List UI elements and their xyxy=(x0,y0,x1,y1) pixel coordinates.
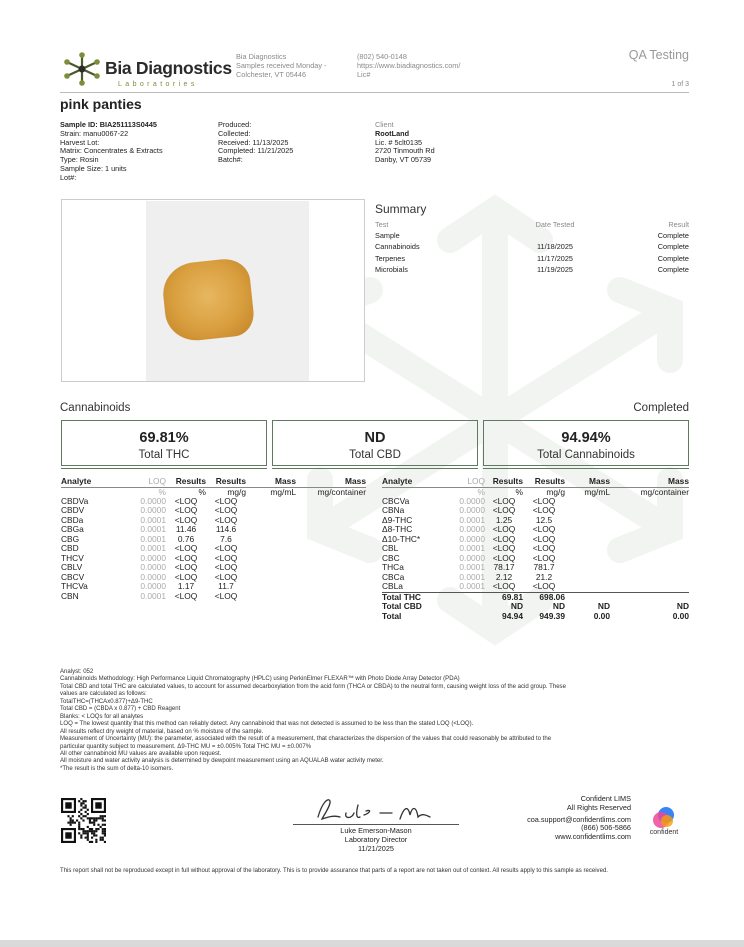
summary-row xyxy=(375,230,689,241)
table-header-row xyxy=(382,477,689,487)
kpi-label: Total THC xyxy=(138,449,190,461)
header-results-pct: Results xyxy=(166,477,206,487)
header-loq: LOQ xyxy=(440,477,485,487)
analyte-result-mgg: <LOQ xyxy=(214,590,238,601)
total-result-pct: 69.81 xyxy=(485,592,523,602)
qr-code-icon[interactable] xyxy=(61,798,106,843)
strain: Strain: manu0067-22 xyxy=(60,128,129,138)
analyte-loq: 0.0000 xyxy=(459,505,485,515)
analyte-mass-container xyxy=(296,544,366,554)
analyte-name: CBNa xyxy=(382,505,405,515)
header-mass-container: Mass xyxy=(610,477,689,487)
analyte-result-pct: <LOQ xyxy=(492,495,516,506)
analyte-result-pct: <LOQ xyxy=(492,552,516,563)
analyte-mass-container xyxy=(610,573,689,583)
analyte-loq: 0.0000 xyxy=(459,495,485,506)
received-date: Received: 11/13/2025 xyxy=(218,137,289,147)
lims-phone: (866) 506-5866 xyxy=(581,823,631,833)
client-name: RootLand xyxy=(375,128,410,138)
summary-row xyxy=(375,253,689,264)
analyte-mass-mgml xyxy=(246,535,296,545)
lab-hours: Samples received Monday - xyxy=(236,60,327,70)
analyte-name: CBCVa xyxy=(382,495,410,506)
analyte-loq: 0.0001 xyxy=(140,533,166,544)
analyte-row xyxy=(61,592,366,602)
summary-test: Sample xyxy=(375,231,400,241)
analyte-result-mgg: <LOQ xyxy=(214,552,238,563)
analyte-mass-mgml xyxy=(246,544,296,554)
client-info xyxy=(375,121,515,165)
analyte-mass-mgml xyxy=(246,592,296,602)
analyte-result-mgg: 21.2 xyxy=(535,571,553,582)
analyte-result-mgg: <LOQ xyxy=(214,495,238,506)
analyte-mass-container xyxy=(296,535,366,545)
analyte-row xyxy=(61,535,366,545)
analyte-result-mgg: 11.7 xyxy=(218,581,234,591)
analyte-result-mgg: <LOQ xyxy=(214,514,238,525)
analyte-mass-mgml xyxy=(565,525,610,535)
signatory-name: Luke Emerson-Mason xyxy=(340,826,412,835)
analyte-loq: 0.0000 xyxy=(140,571,166,582)
analyte-result-mgg: <LOQ xyxy=(214,571,238,582)
analyte-row xyxy=(61,497,366,507)
analyte-loq: 0.0001 xyxy=(140,524,166,534)
analyte-loq: 0.0001 xyxy=(459,571,485,582)
analyte-row xyxy=(61,525,366,535)
analyte-name: CBC xyxy=(382,552,400,563)
analyte-row xyxy=(61,516,366,526)
total-mass-mgml: ND xyxy=(597,601,610,611)
header-loq: LOQ xyxy=(121,477,166,487)
lab-website-link[interactable]: https://www.biadiagnostics.com/ xyxy=(357,60,461,70)
completed-date: Completed: 11/21/2025 xyxy=(218,146,294,156)
total-mass-mgml: 0.00 xyxy=(593,610,610,621)
sample-id: Sample ID: BIA251113S0445 xyxy=(60,120,157,129)
sample-dates xyxy=(218,121,358,165)
analyte-name: CBCa xyxy=(382,571,405,582)
analyte-mass-mgml xyxy=(565,544,610,554)
analyte-mass-mgml xyxy=(246,525,296,535)
analyte-result-pct: <LOQ xyxy=(174,495,198,506)
summary-test: Terpenes xyxy=(375,253,406,263)
analyte-mass-container xyxy=(296,497,366,507)
collected-date: Collected: xyxy=(218,128,251,138)
analyte-row xyxy=(61,573,366,583)
analyte-mass-container xyxy=(610,525,689,535)
analyte-result-mgg: <LOQ xyxy=(532,552,556,563)
analyte-result-pct: <LOQ xyxy=(492,505,516,515)
header-mass-mgml: Mass xyxy=(246,477,296,487)
lab-address xyxy=(236,53,346,79)
header-mass-mgml: Mass xyxy=(565,477,610,487)
signatory xyxy=(293,827,459,853)
unit-pct: % xyxy=(515,486,523,497)
client-license: Lic. # 5clt0135 xyxy=(375,137,423,147)
analyte-loq: 0.0001 xyxy=(459,514,485,525)
analyte-loq: 0.0000 xyxy=(140,505,166,515)
note-line: All other cannabinoid MU values are available upon request. xyxy=(60,750,222,757)
analyte-mass-container xyxy=(610,535,689,545)
summary-result: Complete xyxy=(657,242,689,252)
analyte-result-mgg: <LOQ xyxy=(532,533,556,544)
header-analyte: Analyte xyxy=(382,477,440,487)
analyte-row xyxy=(61,582,366,592)
method-notes xyxy=(60,669,690,773)
analyte-name: CBLV xyxy=(61,562,83,572)
analyte-result-pct: <LOQ xyxy=(174,571,198,582)
analyte-result-mgg: <LOQ xyxy=(532,524,556,534)
total-mass-container: ND xyxy=(676,601,689,611)
total-result-mgg: 949.39 xyxy=(539,610,565,621)
summary-date xyxy=(495,230,615,241)
analyte-name: Δ8-THC xyxy=(382,524,413,534)
analyte-row xyxy=(61,563,366,573)
analyte-result-pct: 1.17 xyxy=(177,581,195,591)
summary-test: Cannabinoids xyxy=(375,242,420,252)
lims-rights: All Rights Reserved xyxy=(566,802,631,812)
analyte-result-mgg: <LOQ xyxy=(214,562,238,572)
sample-photo xyxy=(61,199,365,382)
bia-logo-icon xyxy=(61,51,103,87)
analyte-name: CBLa xyxy=(382,581,403,591)
note-line: Blanks: < LOQs for all analytes xyxy=(60,713,144,720)
analyte-mass-mgml xyxy=(246,582,296,592)
analyte-mass-container xyxy=(610,497,689,507)
analyte-result-pct: <LOQ xyxy=(174,543,198,553)
note-line: Analyst: 052 xyxy=(60,669,94,675)
client-address-line2: Danby, VT 05739 xyxy=(375,155,432,165)
kpi-value: ND xyxy=(364,430,386,446)
analyte-loq: 0.0000 xyxy=(140,562,166,572)
kpi-label: Total Cannabinoids xyxy=(537,449,635,461)
analyte-mass-mgml xyxy=(246,563,296,573)
brand-name: Bia Diagnostics xyxy=(105,58,232,78)
summary-result: Complete xyxy=(657,264,689,274)
note-line: values are calculated as follows: xyxy=(60,691,147,698)
header-divider xyxy=(60,92,689,93)
kpi-label: Total CBD xyxy=(349,449,401,461)
analyte-row xyxy=(61,554,366,564)
analyte-name: THCVa xyxy=(61,581,88,591)
sample-type: Type: Rosin xyxy=(60,155,99,165)
sample-photo-background xyxy=(146,201,309,381)
kpi-value: 69.81% xyxy=(139,430,189,446)
analyte-loq: 0.0000 xyxy=(140,581,166,591)
client-address-line1: 2720 Tinmouth Rd xyxy=(375,146,435,156)
confident-logo-text: confident xyxy=(649,829,679,836)
signatory-title: Laboratory Director xyxy=(344,834,408,844)
analyte-loq: 0.0000 xyxy=(459,552,485,563)
analyte-result-pct: 78.17 xyxy=(493,562,515,572)
analyte-loq: 0.0001 xyxy=(459,562,485,572)
analyte-loq: 0.0001 xyxy=(140,590,166,601)
signature-line xyxy=(293,824,459,825)
unit-loq: % xyxy=(158,486,166,497)
analyte-result-mgg: <LOQ xyxy=(532,505,556,515)
batch-number: Batch#: xyxy=(218,155,243,165)
analyte-result-pct: <LOQ xyxy=(492,524,516,534)
note-line: TotalTHC=(THCAx0.877)+Δ9-THC xyxy=(60,698,153,705)
summary-table xyxy=(375,219,689,275)
analyte-mass-container xyxy=(610,516,689,526)
header-results-mgg: Results xyxy=(523,477,565,487)
unit-container: mg/container xyxy=(317,486,366,497)
analyte-result-pct: 2.12 xyxy=(495,571,513,582)
analyte-loq: 0.0001 xyxy=(140,543,166,553)
analyte-result-mgg: <LOQ xyxy=(214,543,238,553)
harvest-lot: Harvest Lot: xyxy=(60,137,100,147)
doc-type: QA Testing xyxy=(628,48,689,62)
analyte-mass-container xyxy=(296,573,366,583)
analyte-loq: 0.0000 xyxy=(459,533,485,544)
analyte-mass-container xyxy=(296,554,366,564)
total-result-pct: ND xyxy=(510,601,523,611)
cannabinoid-table-right xyxy=(382,477,689,621)
summary-header-date: Date Tested xyxy=(535,220,575,230)
total-result-pct: 94.94 xyxy=(502,610,523,621)
summary-row xyxy=(375,264,689,275)
analyte-result-mgg: 114.6 xyxy=(215,524,237,534)
analyte-mass-mgml xyxy=(565,506,610,516)
left-body xyxy=(61,497,366,602)
analyte-result-pct: <LOQ xyxy=(492,543,516,553)
analyte-mass-mgml xyxy=(565,516,610,526)
page-number: 1 of 3 xyxy=(671,81,689,88)
analyte-result-pct: <LOQ xyxy=(174,505,198,515)
analyte-name: CBL xyxy=(382,543,399,553)
total-name: Total xyxy=(382,610,402,621)
cannabinoids-status: Completed xyxy=(633,402,689,414)
analyte-mass-mgml xyxy=(246,506,296,516)
note-line: All moisture and water activity analysis is determined by dewpoint measurement using an AQUALAB water activity meter. xyxy=(60,758,384,765)
note-line: All results reflect dry weight of material, based on % moisture of the sample. xyxy=(60,728,264,735)
analyte-result-pct: <LOQ xyxy=(492,581,516,591)
analyte-result-pct: <LOQ xyxy=(492,533,516,544)
header-analyte: Analyte xyxy=(61,477,121,487)
kpi-total-cbd xyxy=(272,420,478,466)
analyte-name: CBN xyxy=(61,590,79,601)
confident-logo-icon xyxy=(651,805,677,831)
kpi-total-thc xyxy=(61,420,267,466)
unit-mgg: mg/g xyxy=(227,486,246,497)
summary-date: 11/17/2025 xyxy=(537,253,573,263)
analyte-name: CBG xyxy=(61,533,80,544)
note-line: LOQ = The lowest quantity that this method can reliably detect. Any cannabinoid that was not detected is assumed to be less than the stated LOQ (<LOQ). xyxy=(60,721,474,728)
total-result-mgg: ND xyxy=(552,601,565,611)
analyte-mass-container xyxy=(610,544,689,554)
analyte-name: CBDa xyxy=(61,514,84,525)
total-result-mgg: 698.06 xyxy=(523,592,565,602)
analyte-row xyxy=(382,582,689,592)
analyte-result-mgg: <LOQ xyxy=(532,581,556,591)
analyte-mass-container xyxy=(610,563,689,573)
lims-name: Confident LIMS xyxy=(580,794,631,803)
note-line: particular quantity subject to measurement. Δ9-THC MU = ±0.005% Total THC MU = ±0.007% xyxy=(60,743,312,750)
header-mass-container: Mass xyxy=(296,477,366,487)
analyte-mass-mgml xyxy=(246,497,296,507)
analyte-mass-container xyxy=(296,592,366,602)
header-results-mgg: Results xyxy=(206,477,246,487)
cannabinoids-title: Cannabinoids xyxy=(60,402,131,414)
summary-result: Complete xyxy=(657,253,689,263)
right-body xyxy=(382,497,689,622)
analyte-result-pct: <LOQ xyxy=(174,514,198,525)
matrix: Matrix: Concentrates & Extracts xyxy=(60,146,163,156)
note-line: Cannabinoids Methodology: High Performance Liquid Chromatography (HPLC) using PerkinElmer FLEXAR™ with Photo Diode Array Detector (PDA) xyxy=(60,676,460,683)
produced-date: Produced: xyxy=(218,120,252,129)
summary-date: 11/19/2025 xyxy=(537,264,573,274)
unit-mgml: mg/mL xyxy=(584,486,610,497)
analyte-result-mgg: <LOQ xyxy=(532,543,556,553)
summary-row xyxy=(375,241,689,252)
note-line: Measurement of Uncertainty (MU): the parameter, associated with the result of a measurement, that characterizes the dispersion of the values that could reasonably be attributed to the xyxy=(60,736,552,743)
table-header-row xyxy=(61,477,366,487)
product-name: pink panties xyxy=(60,96,142,112)
analyte-name: CBGa xyxy=(61,524,84,534)
brand-subtitle: Laboratories xyxy=(118,81,198,88)
analyte-mass-mgml xyxy=(565,573,610,583)
total-row xyxy=(382,602,689,612)
analyte-mass-mgml xyxy=(565,563,610,573)
total-mass-container: 0.00 xyxy=(672,610,689,621)
analyte-result-pct: 11.46 xyxy=(175,524,197,534)
unit-container: mg/container xyxy=(640,486,689,497)
unit-mgg: mg/g xyxy=(546,486,565,497)
analyte-mass-mgml xyxy=(246,516,296,526)
kpi-underline xyxy=(61,468,267,469)
analyte-result-pct: <LOQ xyxy=(174,552,198,563)
analyte-mass-mgml xyxy=(246,573,296,583)
total-row xyxy=(382,612,689,622)
client-label: Client xyxy=(375,120,394,129)
total-name: Total THC xyxy=(382,592,485,602)
unit-pct: % xyxy=(198,486,206,497)
lims-info xyxy=(500,795,631,842)
analyte-loq: 0.0000 xyxy=(140,495,166,506)
signature-date: 11/21/2025 xyxy=(358,843,394,853)
analyte-mass-container xyxy=(296,582,366,592)
summary-test: Microbials xyxy=(375,264,408,274)
analyte-name: CBCV xyxy=(61,571,85,582)
analyte-name: Δ9-THC xyxy=(382,514,413,525)
analyte-mass-container xyxy=(296,525,366,535)
rosin-sample-image xyxy=(160,257,256,344)
note-line: *The result is the sum of delta-10 isomers. xyxy=(60,765,174,772)
analyte-loq: 0.0001 xyxy=(140,514,166,525)
analyte-mass-container xyxy=(610,554,689,564)
analyte-mass-container xyxy=(610,582,689,592)
analyte-row xyxy=(61,544,366,554)
analyte-result-mgg: 12.5 xyxy=(535,514,553,525)
sample-info xyxy=(60,121,220,183)
summary-date: 11/18/2025 xyxy=(537,242,573,252)
cannabinoid-table-left xyxy=(61,477,366,601)
total-name: Total CBD xyxy=(382,601,422,611)
kpi-underline xyxy=(272,468,478,469)
analyte-name: THCa xyxy=(382,562,404,572)
analyte-loq: 0.0001 xyxy=(459,581,485,591)
unit-loq: % xyxy=(477,486,485,497)
summary-header-test: Test xyxy=(375,220,389,230)
sample-size: Sample Size: 1 units xyxy=(60,163,127,173)
analyte-result-pct: 0.76 xyxy=(177,533,195,544)
total-row xyxy=(382,592,689,602)
summary-header-result: Result xyxy=(668,220,689,230)
analyte-name: CBDVa xyxy=(61,495,89,506)
kpi-underline xyxy=(483,468,689,469)
analyte-name: THCV xyxy=(61,552,84,563)
lab-city: Colchester, VT 05446 xyxy=(236,69,307,79)
disclaimer: This report shall not be reproduced except in full without approval of the laboratory. This is to provide assurance that parts of a report are not taken out of context. All results apply to this sample as received. xyxy=(60,868,608,874)
lab-phone: (802) 540-0148 xyxy=(357,52,407,61)
analyte-loq: 0.0001 xyxy=(459,543,485,553)
analyte-result-mgg: <LOQ xyxy=(532,495,556,506)
unit-mgml: mg/mL xyxy=(270,486,296,497)
analyte-mass-container xyxy=(296,563,366,573)
lab-name: Bia Diagnostics xyxy=(236,52,287,61)
analyte-mass-mgml xyxy=(565,497,610,507)
header-results-pct: Results xyxy=(485,477,523,487)
analyte-name: Δ10-THC* xyxy=(382,533,421,544)
analyte-result-pct: <LOQ xyxy=(174,590,198,601)
analyte-loq: 0.0000 xyxy=(140,552,166,563)
analyte-mass-mgml xyxy=(565,535,610,545)
analyte-mass-container xyxy=(610,506,689,516)
analyte-result-pct: 1.25 xyxy=(495,514,513,525)
analyte-result-pct: <LOQ xyxy=(174,562,198,572)
units-row xyxy=(61,487,366,497)
lab-contact xyxy=(357,53,497,79)
kpi-value: 94.94% xyxy=(561,430,611,446)
lab-license: Lic# xyxy=(357,69,371,79)
note-line: Total CBD = (CBDA x 0.877) + CBD Reagent xyxy=(60,706,181,713)
analyte-name: CBD xyxy=(61,543,79,553)
summary-title: Summary xyxy=(375,202,427,216)
analyte-mass-container xyxy=(296,516,366,526)
analyte-mass-container xyxy=(296,506,366,516)
analyte-result-mgg: 7.6 xyxy=(220,533,232,544)
analyte-result-mgg: <LOQ xyxy=(214,505,238,515)
lims-email-link[interactable]: coa.support@confidentlims.com xyxy=(527,814,631,824)
lot: Lot#: xyxy=(60,172,77,182)
kpi-total-cannabinoids xyxy=(483,420,689,466)
lims-website-link[interactable]: www.confidentlims.com xyxy=(555,832,631,842)
analyte-result-mgg: 781.7 xyxy=(533,562,555,572)
analyte-name: CBDV xyxy=(61,505,85,515)
analyte-row xyxy=(61,506,366,516)
analyte-loq: 0.0000 xyxy=(459,524,485,534)
analyte-mass-mgml xyxy=(565,554,610,564)
analyte-mass-mgml xyxy=(565,582,610,592)
summary-header-row xyxy=(375,219,689,230)
note-line: Total CBD and total THC are calculated values, to account for assumed decarboxylation from the acid form (THCA or CBDA) to the neutral form, causing weight loss of the acid group. These xyxy=(60,683,566,690)
analyte-mass-mgml xyxy=(246,554,296,564)
summary-result: Complete xyxy=(657,231,689,241)
signature-icon xyxy=(300,793,460,825)
